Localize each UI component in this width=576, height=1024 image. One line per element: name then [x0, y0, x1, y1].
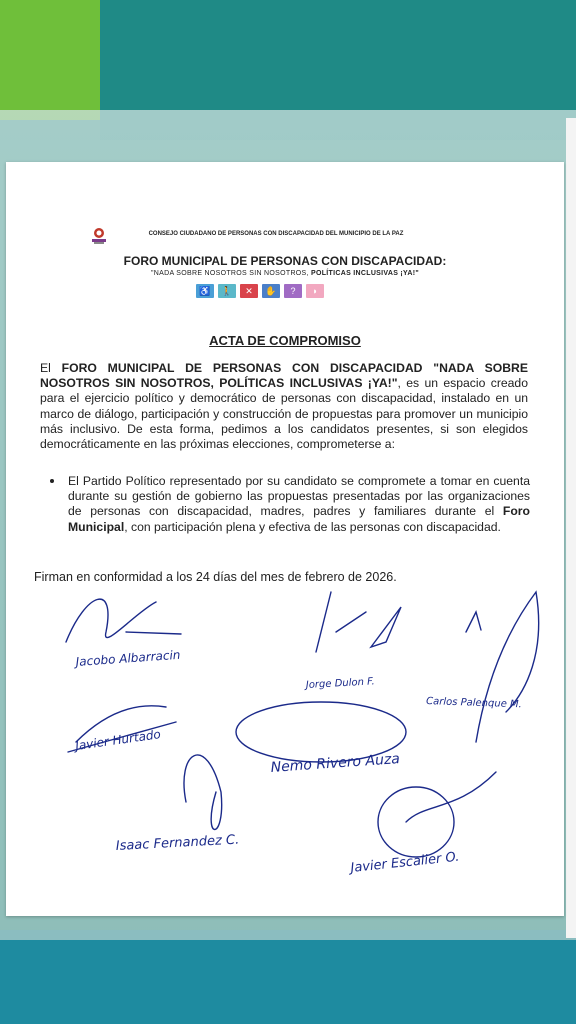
signature-7: Javier Escalier O. — [349, 849, 461, 876]
signature-loop-7 — [378, 787, 454, 857]
bullet-bold: Foro Municipal — [68, 504, 530, 534]
bullet-text — [68, 474, 530, 535]
intro-paragraph — [40, 361, 528, 452]
signature-3: Carlos Palenque M. — [425, 696, 522, 711]
signature-stroke-7 — [406, 772, 496, 822]
signature-4: Javier Hurtado — [74, 727, 162, 753]
accessibility-icons — [196, 284, 324, 298]
walking-person-icon: 🚶 — [218, 284, 236, 298]
council-name: CONSEJO CIUDADANO DE PERSONAS CON DISCAPACIDAD DEL MUNICIPIO DE LA PAZ — [148, 231, 404, 237]
council-logo-icon — [86, 226, 112, 246]
signature-scribble-3 — [466, 592, 539, 742]
document-page — [6, 162, 564, 916]
signature-2: Jorge Dulon F. — [305, 676, 376, 691]
closing-statement: Firman en conformidad a los 24 días del mes de febrero de 2026. — [34, 570, 397, 584]
forum-title: FORO MUNICIPAL DE PERSONAS CON DISCAPACIDAD: — [123, 254, 447, 268]
bullet-text-after: , con participación plena y efectiva de las personas con discapacidad. — [124, 519, 501, 534]
bullet-text-before: El Partido Político representado por su candidato se compromete a tomar en cuenta durante su gestión de gobierno las propuestas presentadas por las organizaciones de personas con discapacidad, madres, padres y familiares durante el — [68, 474, 530, 519]
forum-subtitle — [46, 270, 524, 277]
signature-1: Jacobo Albarracin — [75, 647, 181, 669]
document-title: ACTA DE COMPROMISO — [209, 333, 361, 348]
ear-icon: ◗ — [306, 284, 324, 298]
connection-icon: ✕ — [240, 284, 258, 298]
forum-subtitle-plain: "NADA SOBRE NOSOTROS SIN NOSOTROS, — [151, 270, 312, 277]
signature-6: Isaac Fernandez C. — [115, 832, 240, 854]
signature-scribble-2 — [316, 592, 401, 652]
signature-loop-6 — [184, 755, 222, 830]
intro-prefix: El — [40, 361, 62, 375]
signature-scribble-1 — [66, 599, 181, 642]
signature-5: Nemo Rivero Auza — [270, 751, 401, 776]
forum-subtitle-bold: POLÍTICAS INCLUSIVAS ¡YA!" — [311, 270, 419, 277]
sign-language-icon: ✋ — [262, 284, 280, 298]
question-head-icon: ? — [284, 284, 302, 298]
signatures-area — [6, 572, 564, 912]
sleeve-edge — [566, 118, 576, 938]
intro-bold: FORO MUNICIPAL DE PERSONAS CON DISCAPACIDAD "NADA SOBRE NOSOTROS SIN NOSOTROS, POLÍTICAS INCLUSIVAS ¡YA!" — [40, 361, 528, 391]
table-surface — [0, 930, 576, 1024]
bullet-dot-icon — [50, 479, 54, 483]
wheelchair-icon: ♿ — [196, 284, 214, 298]
intro-rest: , es un espacio creado para el ejercicio político y democrático de personas con discapacidad, instalado en un marco de diálogo, participación y construcción de propuestas para promover un municipio más inclusivo. De esta forma, pedimos a los candidatos presentes, si son elegidos democráticamente en las próximas elecciones, comprometerse a: — [40, 376, 528, 452]
signature-names — [72, 648, 521, 877]
